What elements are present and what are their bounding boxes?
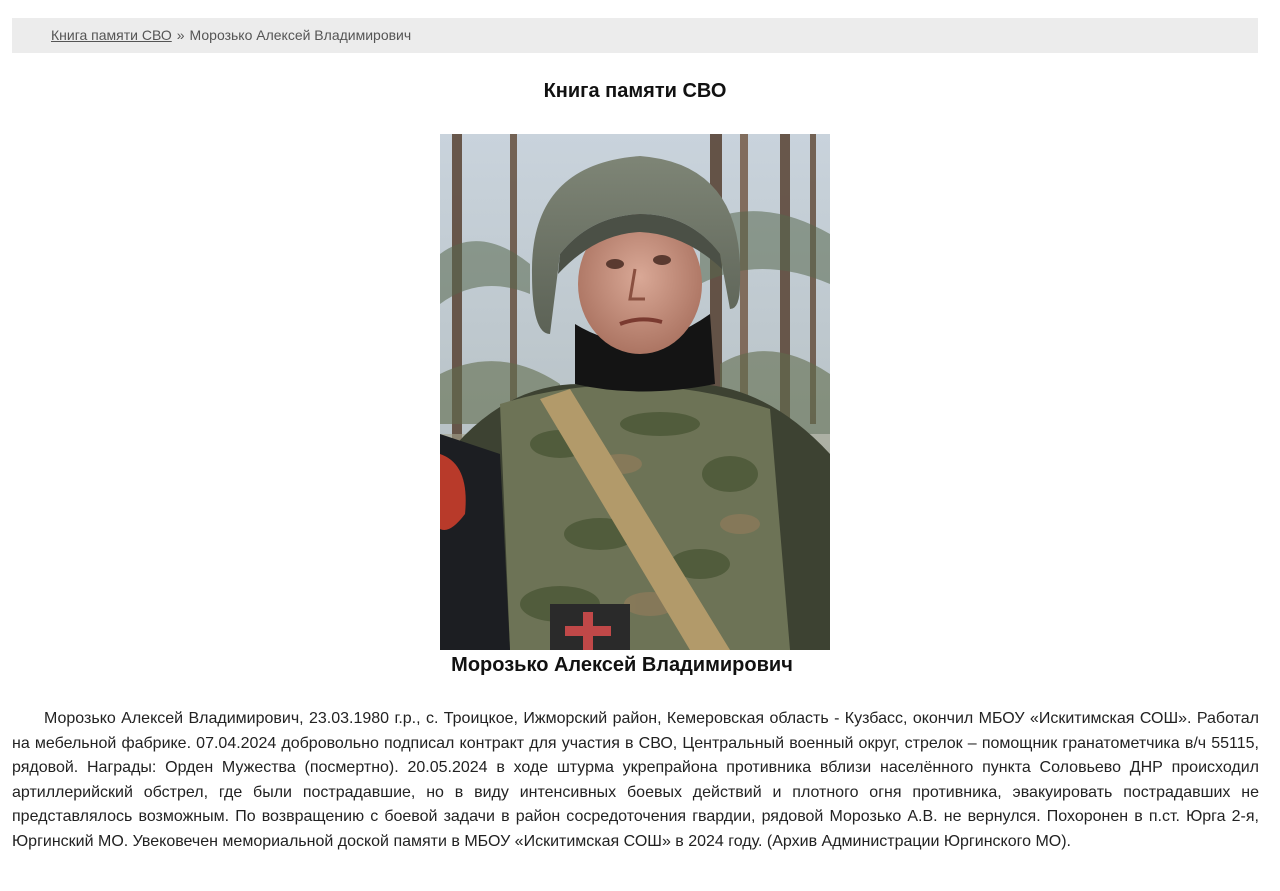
- breadcrumb: [12, 18, 1258, 53]
- person-name: Морозько Алексей Владимирович: [451, 654, 793, 676]
- breadcrumb-home-link[interactable]: Книга памяти СВО: [51, 27, 172, 43]
- breadcrumb-current: Морозько Алексей Владимирович: [189, 27, 412, 43]
- page-title: Книга памяти СВО: [543, 80, 727, 102]
- portrait-photo: [440, 134, 830, 650]
- breadcrumb-separator: »: [176, 27, 185, 43]
- biography-text: Морозько Алексей Владимирович, 23.03.1980 г.р., с. Троицкое, Ижморский район, Кемеровская область - Кузбасс, окончил МБОУ «Искитимская СОШ». Работал на мебельной фабрике. 07.04.2024 добровольно подписал контракт для участия в СВО, Центральный военный округ, стрелок – помощник гранатометчика в/ч 55115, рядовой. Награды: Орден Мужества (посмертно). 20.05.2024 в ходе штурма укрепрайона противника вблизи населённого пункта Соловьево ДНР происходил артиллерийский обстрел, где были пострадавшие, но в виду интенсивных боевых действий и плотного огня противника, эвакуировать пострадавших не представлялось возможным. По возвращению с боевой задачи в район сосредоточения гвардии, рядовой Морозько А.В. не вернулся. Похоронен в п.ст. Юрга 2-я, Юргинский МО. Увековечен мемориальной доской памяти в МБОУ «Искитимская СОШ» в 2024 году. (Архив Администрации Юргинского МО).: [12, 710, 1259, 850]
